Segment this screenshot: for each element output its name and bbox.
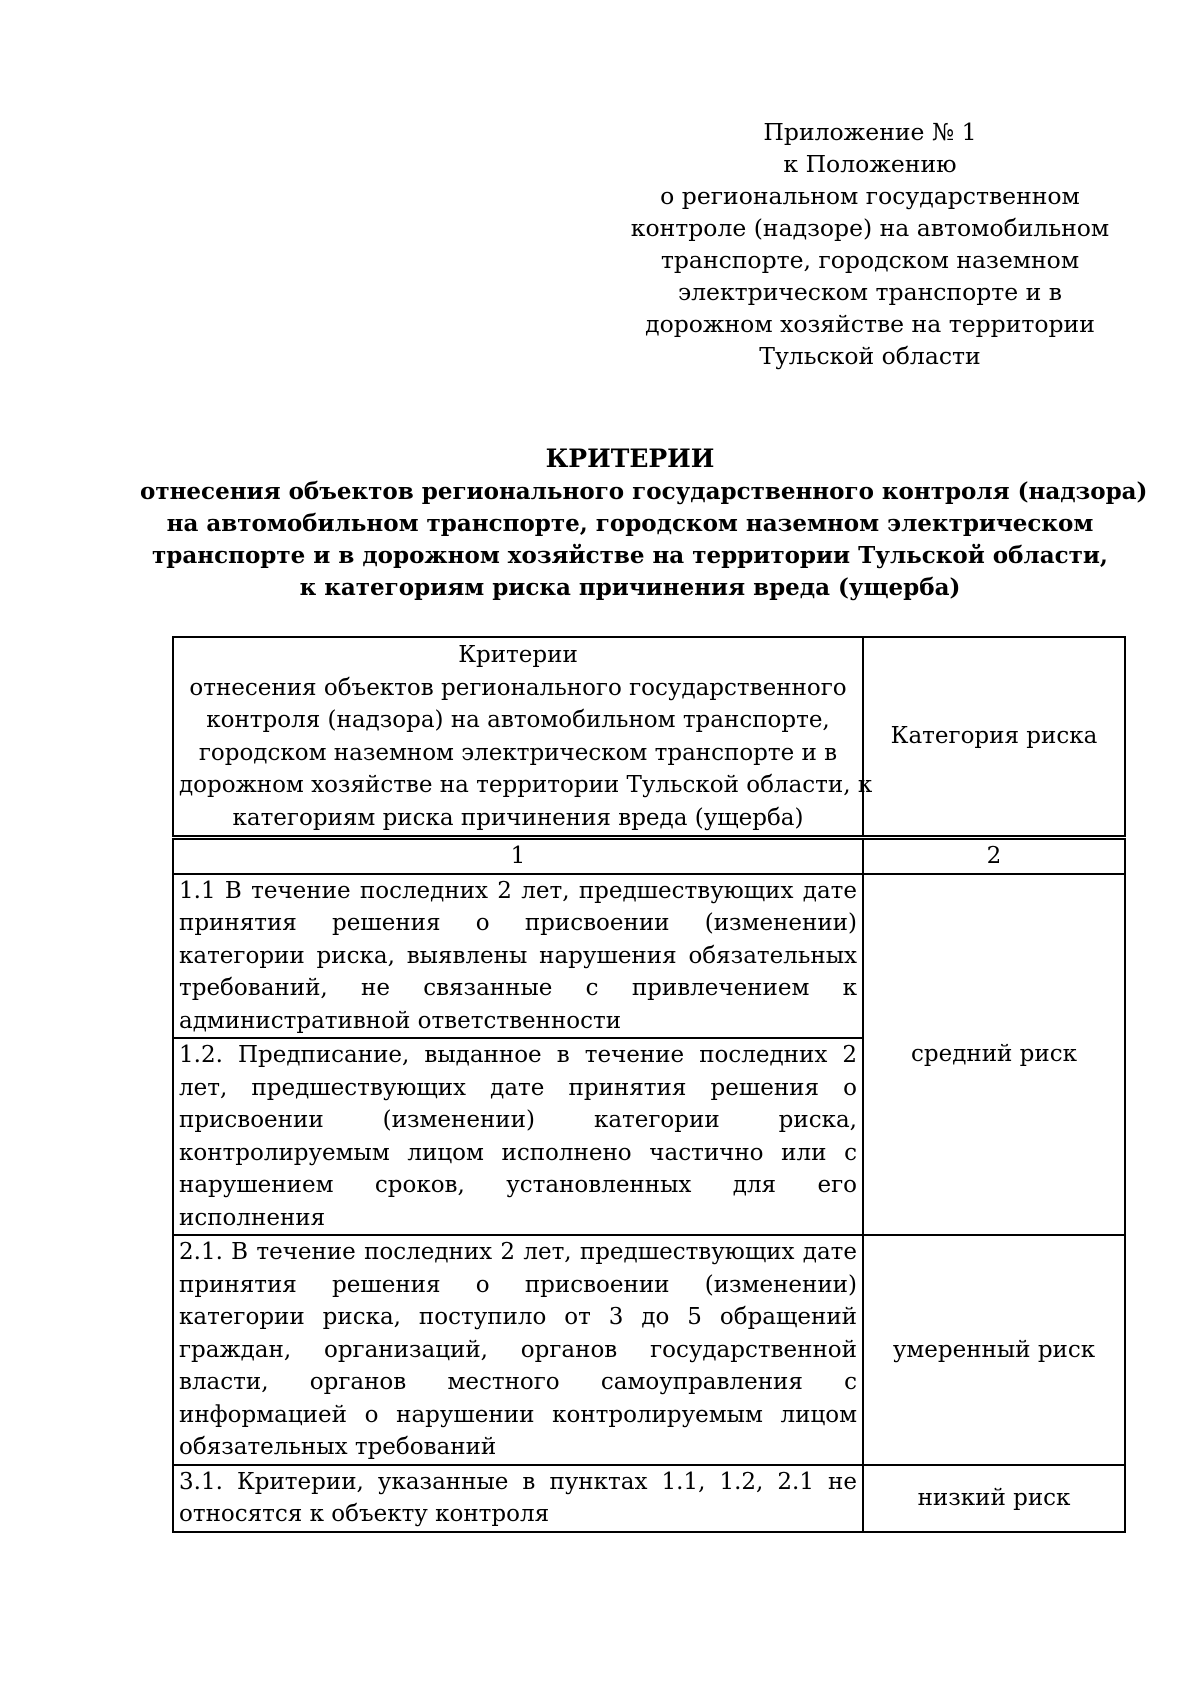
header-criteria-line: контроля (надзора) на автомобильном транспорте,	[206, 707, 830, 733]
title-line: транспорте и в дорожном хозяйстве на территории Тульской области,	[152, 542, 1108, 569]
main-title: КРИТЕРИИ	[545, 444, 715, 473]
appendix-line: транспорте, городском наземном	[660, 246, 1080, 274]
column-number: 1	[173, 838, 863, 874]
table-row	[173, 874, 1125, 1039]
header-risk-category-cell: Категория риска	[863, 637, 1125, 838]
appendix-line: к Положению	[783, 150, 957, 178]
criterion-cell: 1.1 В течение последних 2 лет, предшествующих дате принятия решения о присвоении (изменении) категории риска, выявлены нарушения обязательных требований, не связанные с привлечением к административной ответственности	[173, 874, 863, 1039]
risk-cell: умеренный риск	[863, 1235, 1125, 1465]
column-number-row	[173, 838, 1125, 874]
header-criteria-line: отнесения объектов регионального государственного	[189, 674, 847, 701]
table-row	[173, 1235, 1125, 1465]
appendix-line: дорожном хозяйстве на территории	[645, 310, 1095, 338]
title-line: отнесения объектов регионального государственного контроля (надзора)	[140, 478, 1148, 505]
header-criteria-line: городском наземном электрическом транспорте и в	[198, 739, 838, 766]
appendix-line: контроле (надзоре) на автомобильном	[630, 214, 1110, 242]
header-criteria-line: категориям риска причинения вреда (ущерба)	[232, 804, 804, 831]
appendix-line: электрическом транспорте и в	[677, 278, 1063, 306]
appendix-reference	[610, 116, 1130, 372]
document-title	[140, 442, 1148, 604]
column-number: 2	[863, 838, 1125, 874]
criterion-cell: 2.1. В течение последних 2 лет, предшествующих дате принятия решения о присвоении (изменении) категории риска, поступило от 3 до 5 обращений граждан, организаций, органов государственной власти, органов местного самоуправления с информацией о нарушении контролируемым лицом обязательных требований	[173, 1235, 863, 1465]
title-line: на автомобильном транспорте, городском наземном электрическом	[166, 510, 1094, 537]
header-criteria-line: дорожном хозяйстве на территории Тульской области, к	[179, 772, 873, 798]
header-criteria-cell	[173, 637, 873, 838]
table-row	[173, 1465, 1125, 1532]
header-criteria-line: Критерии	[458, 642, 578, 668]
risk-cell: низкий риск	[863, 1465, 1125, 1532]
table-header-row	[173, 637, 1125, 838]
appendix-line: о региональном государственном	[660, 182, 1080, 210]
risk-cell: средний риск	[863, 874, 1125, 1236]
criterion-cell: 1.2. Предписание, выданное в течение последних 2 лет, предшествующих дате принятия решения о присвоении (изменении) категории риска, контролируемым лицом исполнено частично или с нарушением сроков, установленных для его исполнения	[173, 1038, 863, 1235]
appendix-line: Тульской области	[759, 342, 981, 370]
appendix-line: Приложение № 1	[763, 118, 977, 146]
criteria-table	[172, 636, 1126, 1533]
criterion-cell: 3.1. Критерии, указанные в пунктах 1.1, 1.2, 2.1 не относятся к объекту контроля	[173, 1465, 863, 1532]
title-line: к категориям риска причинения вреда (ущерба)	[299, 574, 961, 601]
